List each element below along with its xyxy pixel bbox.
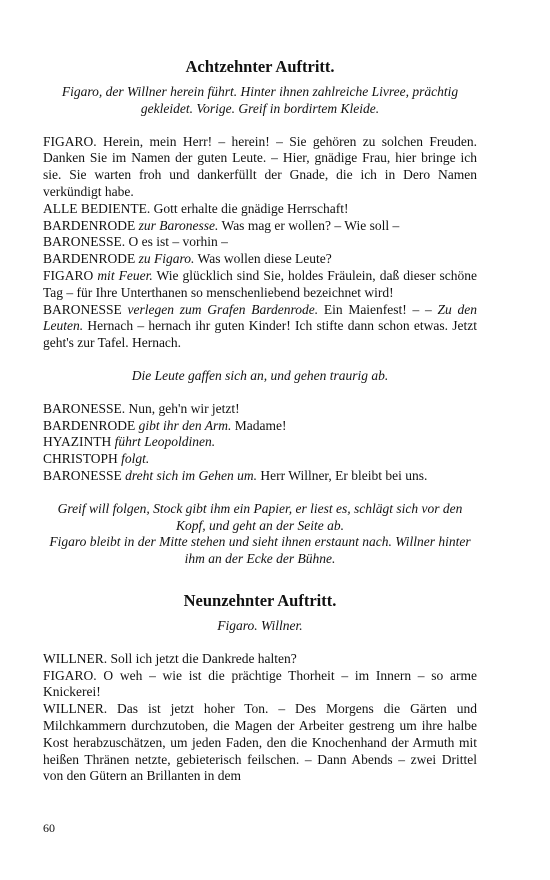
stage-direction-figaro: Figaro bleibt in der Mitte stehen und sieht ihnen erstaunt nach. Willner hinter ihm an der Ecke der Bühne. <box>49 534 471 567</box>
scene-19-heading: Neunzehnter Auftritt. <box>183 590 337 610</box>
speaker-name: CHRISTOPH <box>43 451 118 467</box>
speaker-name: WILLNER. <box>43 701 108 717</box>
dialogue-line <box>43 418 477 435</box>
stage-direction-greif: Greif will folgen, Stock gibt ihm ein Papier, er liest es, schlägt sich vor den Kopf, und geht an der Seite ab. <box>57 500 463 533</box>
speaker-name: BARONESSE <box>43 301 122 317</box>
scene-19-stage-direction: Figaro. Willner. <box>217 617 303 633</box>
scene-18-dialogue <box>43 134 477 302</box>
inline-direction: zur Baronesse. <box>138 217 219 233</box>
dialogue-line <box>43 134 477 201</box>
speech-text: Wie glücklich sind Sie, holdes Fräulein, daß dieser schöne Tag – für Ihre Unterthanen so menschenliebend bezeichnet wird! <box>43 267 477 300</box>
inline-direction: Zu den Leuten. <box>43 301 478 334</box>
speech-text: Ein Maienfest! – <box>323 301 420 317</box>
dialogue-line <box>43 668 477 702</box>
stage-direction-exit: Die Leute gaffen sich an, und gehen traurig ab. <box>131 367 389 383</box>
speech-text: O es ist – vorhin – <box>128 234 228 250</box>
speech-text: Soll ich jetzt die Dankrede halten? <box>110 650 297 666</box>
scene-18-heading: Achtzehnter Auftritt. <box>185 57 335 76</box>
inline-direction: verlegen zum Grafen Bardenrode. <box>127 301 319 317</box>
dialogue-line <box>43 251 477 268</box>
page-number: 60 <box>43 821 55 835</box>
dialogue-line <box>43 268 477 302</box>
inline-direction: folgt. <box>121 451 150 467</box>
speaker-name: BARDENRODE <box>43 417 136 433</box>
dialogue-line <box>43 451 477 468</box>
speech-text: Madame! <box>234 417 287 433</box>
inline-direction: mit Feuer. <box>97 267 153 283</box>
dialogue-line <box>43 218 477 235</box>
dialogue-line <box>43 434 477 451</box>
dialogue-line <box>43 651 477 668</box>
dialogue-line <box>43 468 477 485</box>
inline-direction: dreht sich im Gehen um. <box>125 467 257 483</box>
speaker-name: ALLE BEDIENTE. <box>43 200 151 216</box>
speech-text: Gott erhalte die gnädige Herrschaft! <box>153 200 349 216</box>
dialogue-line <box>43 234 477 251</box>
speech-text: Nun, geh'n wir jetzt! <box>128 400 240 416</box>
speech-text: Herr Willner, Er bleibt bei uns. <box>260 467 428 483</box>
speech-text: Das ist jetzt hoher Ton. – Des Morgens die Gärten und Milchkammern durchzutoben, die Magen der Arbeiter gestreng um ihre halbe Kost herabzuschätzen, um jeden Faden, den die Knochenhand der Armuth mit heißen Thränen netzte, gebieterisch feilschen. – Dann Abends – zwei Drittel von den Gütern an Brillanten in dem <box>43 701 477 784</box>
speaker-name: BARONESSE. <box>43 400 126 416</box>
speech-text: Was mag er wollen? – Wie soll – <box>221 217 400 233</box>
speaker-name: FIGARO. <box>43 133 97 149</box>
dialogue-line <box>43 201 477 218</box>
inline-direction: führt Leopoldinen. <box>114 434 216 450</box>
speech-text: Herein, mein Herr! – herein! – Sie gehören zu solchen Freuden. Danken Sie im Namen der guten Leute. – Hier, gnädige Frau, hier bringe ich sie. Sie warten froh und dankerfüllt der Gnade, die ich in Dero Namen verkündigt habe. <box>43 133 478 199</box>
dialogue-line: BARONESSE verlegen zum Grafen Bardenrode. Ein Maienfest! – – Zu den Leuten. Hernach – hernach ihr guten Kinder! Ich stifte dann schon etwas. Jetzt geht's zur Tafel. Hernach. <box>43 301 478 351</box>
page-content <box>43 56 477 785</box>
scene-18-dialogue-2 <box>43 401 477 485</box>
inline-direction: zu Figaro. <box>138 251 195 267</box>
speaker-name: BARDENRODE <box>43 217 136 233</box>
dialogue-line <box>43 401 477 418</box>
speaker-name: FIGARO. <box>43 667 97 683</box>
speaker-name: BARONESSE. <box>43 234 126 250</box>
speech-text: O weh – wie ist die prächtige Thorheit – im Innern – so arme Knickerei! <box>43 667 477 700</box>
speaker-name: FIGARO <box>43 267 94 283</box>
scene-19-dialogue <box>43 651 477 785</box>
speaker-name: BARDENRODE <box>43 251 136 267</box>
dialogue-line <box>43 701 477 785</box>
speaker-name: HYAZINTH <box>43 434 112 450</box>
speech-text: Hernach – hernach ihr guten Kinder! Ich stifte dann schon etwas. Jetzt geht's zur Tafel. Hernach. <box>43 318 478 351</box>
speech-text: Was wollen diese Leute? <box>197 251 332 267</box>
speaker-name: BARONESSE <box>43 467 122 483</box>
speaker-name: WILLNER. <box>43 650 108 666</box>
scene-18-stage-direction: Figaro, der Willner herein führt. Hinter ihnen zahlreiche Livree, prächtig gekleidet. Vorige. Greif in bordirtem Kleide. <box>61 84 459 116</box>
inline-direction: gibt ihr den Arm. <box>138 417 232 433</box>
